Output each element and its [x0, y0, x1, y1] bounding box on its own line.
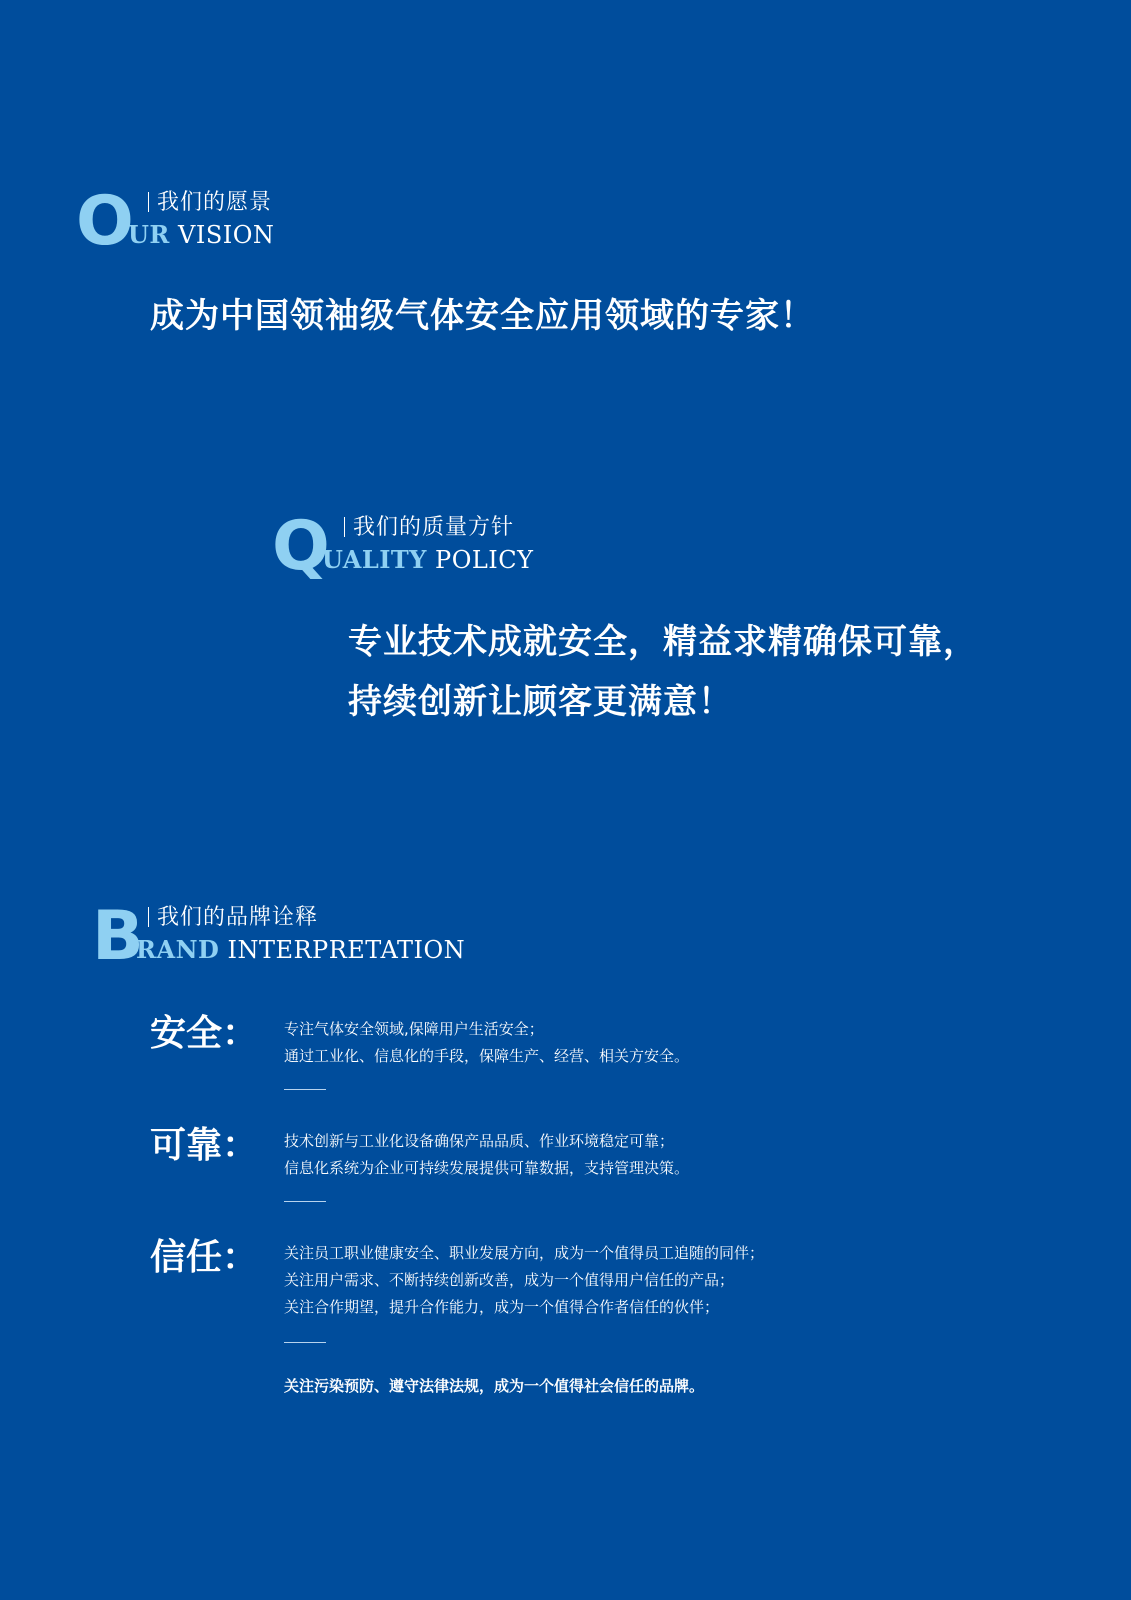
brand-big-letter: B: [92, 897, 144, 976]
vision-heading: [76, 182, 376, 261]
brand-description-line: 关注用户需求、不断持续创新改善，成为一个值得用户信任的产品；: [284, 1271, 735, 1289]
section-divider: [284, 1201, 326, 1202]
quality-zh-title: [344, 513, 514, 543]
brand-term: 信任：: [150, 1237, 259, 1278]
vision-zh-title-text: 我们的愿景: [157, 190, 273, 215]
brand-description-line: 关注员工职业健康安全、职业发展方向，成为一个值得员工追随的同伴；: [284, 1244, 765, 1262]
quality-big-letter: Q: [272, 507, 330, 586]
brand-description-line: 技术创新与工业化设备确保产品品质、作业环境稳定可靠；: [284, 1132, 675, 1150]
section-divider: [284, 1089, 326, 1090]
quality-en-light: POLICY: [435, 546, 534, 574]
vision-zh-title: [148, 188, 272, 218]
brand-final-line: 关注污染预防、遵守法律法规，成为一个值得社会信任的品牌。: [284, 1377, 705, 1395]
brand-description: [284, 1240, 764, 1321]
brand-heading: [92, 897, 512, 976]
brand-description-line: 通过工业化、信息化的手段，保障生产、经营、相关方安全。: [284, 1047, 690, 1065]
brand-en-bold: RAND: [136, 935, 220, 964]
title-divider-bar: [148, 192, 149, 212]
vision-en-light: VISION: [178, 221, 275, 249]
quality-en-title: [322, 545, 534, 575]
brand-zh-title: [148, 903, 318, 933]
quality-zh-title-text: 我们的质量方针: [353, 515, 515, 540]
quality-statement: [348, 612, 978, 732]
title-divider-bar: [344, 517, 345, 537]
vision-en-bold: UR: [128, 220, 170, 249]
brand-term: 可靠：: [150, 1125, 259, 1166]
vision-big-letter: O: [76, 182, 134, 261]
section-divider: [284, 1342, 326, 1343]
brand-description-line: 信息化系统为企业可持续发展提供可靠数据，支持管理决策。: [284, 1159, 690, 1177]
quality-statement-line: 持续创新让顾客更满意！: [348, 682, 733, 722]
brand-term: 安全：: [150, 1013, 259, 1054]
quality-statement-line: 专业技术成就安全，精益求精确保可靠，: [348, 622, 978, 662]
quality-heading: [272, 507, 592, 586]
vision-statement: 成为中国领袖级气体安全应用领域的专家！: [150, 296, 815, 336]
brand-zh-title-text: 我们的品牌诠释: [157, 905, 319, 930]
brand-description-line: 专注气体安全领域,保障用户生活安全；: [284, 1020, 544, 1038]
quality-en-bold: UALITY: [322, 545, 427, 574]
brand-description: [284, 1128, 689, 1182]
brand-en-title: [136, 935, 465, 965]
title-divider-bar: [148, 907, 149, 927]
brand-description-line: 关注合作期望，提升合作能力，成为一个值得合作者信任的伙伴；: [284, 1298, 720, 1316]
brand-en-light: INTERPRETATION: [227, 936, 466, 964]
brand-description: [284, 1016, 689, 1070]
vision-en-title: [128, 220, 274, 250]
